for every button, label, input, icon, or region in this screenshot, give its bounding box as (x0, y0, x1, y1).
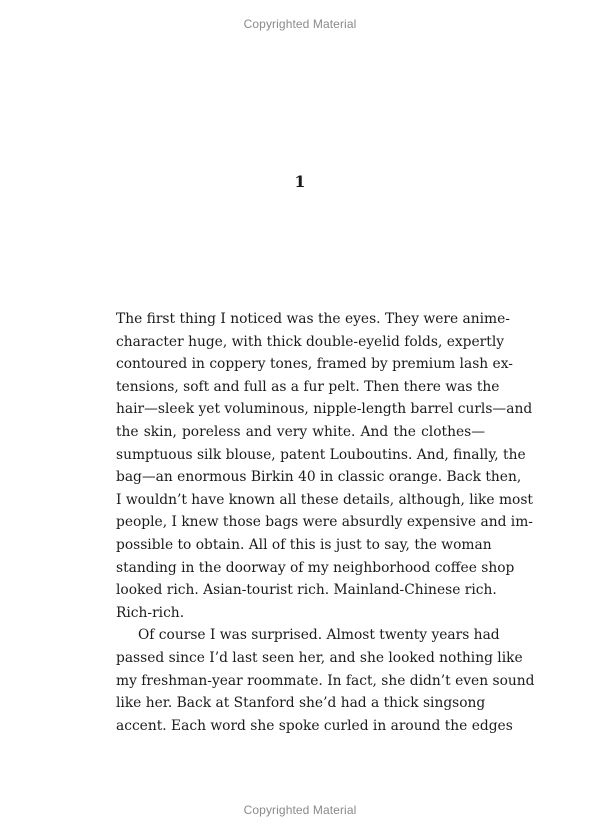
text-line: possible to obtain. All of this is just to say, the woman (116, 536, 492, 553)
text-line: sumptuous silk blouse, patent Louboutins. And, finally, the (116, 446, 526, 463)
text-line: I wouldn’t have known all these details, although, like most (116, 491, 533, 508)
chapter-number: 1 (294, 172, 306, 191)
text-line: bag—an enormous Birkin 40 in classic orange. Back then, (116, 469, 522, 486)
chapter-body (116, 308, 535, 737)
text-line: my freshman-year roommate. In fact, she didn’t even sound (116, 672, 535, 689)
text-line: passed since I’d last seen her, and she looked nothing like (116, 649, 523, 666)
text-line: The first thing I noticed was the eyes. They were anime- (116, 311, 510, 327)
text-line: people, I knew those bags were absurdly expensive and im- (116, 514, 533, 531)
text-line: accent. Each word she spoke curled in around the edges (116, 717, 513, 734)
text-line: character huge, with thick double-eyelid folds, expertly (116, 333, 505, 350)
copyright-watermark-bottom: Copyrighted Material (243, 803, 357, 817)
text-line: looked rich. Asian-tourist rich. Mainland-Chinese rich. (116, 582, 497, 599)
text-line: hair—sleek yet voluminous, nipple-length barrel curls—and (116, 401, 533, 418)
copyright-watermark-top: Copyrighted Material (243, 17, 357, 31)
text-line: contoured in coppery tones, framed by premium lash ex- (116, 356, 513, 373)
text-line: Of course I was surprised. Almost twenty years had (138, 627, 500, 644)
text-line: the skin, poreless and very white. And the clothes— (116, 423, 485, 440)
paragraph-2 (116, 624, 535, 737)
text-line: Rich-rich. (116, 604, 185, 621)
text-line: like her. Back at Stanford she’d had a thick singsong (116, 695, 486, 712)
text-line: tensions, soft and full as a fur pelt. Then there was the (116, 378, 500, 395)
paragraph-1 (116, 308, 533, 624)
text-line: standing in the doorway of my neighborhood coffee shop (116, 559, 515, 576)
